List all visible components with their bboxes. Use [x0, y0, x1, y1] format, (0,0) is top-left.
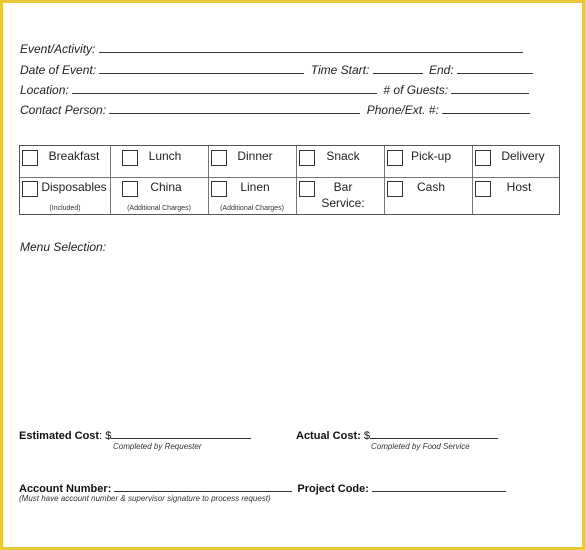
project-code-label: Project Code: — [297, 483, 369, 495]
end-label: End: — [429, 63, 454, 77]
end-field[interactable] — [457, 62, 533, 74]
contact-person-field[interactable] — [109, 102, 360, 114]
lunch-label: Lunch — [148, 149, 182, 163]
disposables-label: Disposables — [41, 180, 107, 194]
actual-cost-dollar: $ — [363, 430, 370, 442]
snack-label: Snack — [326, 149, 360, 163]
breakfast-label: Breakfast — [48, 149, 100, 163]
grid-col-divider — [472, 146, 473, 214]
location-field[interactable] — [72, 82, 377, 94]
location-row — [20, 82, 529, 97]
estimated-cost-field[interactable] — [111, 428, 251, 439]
china-note: (Additional Charges) — [127, 205, 191, 212]
dinner-checkbox[interactable] — [211, 150, 227, 166]
num-guests-label: # of Guests: — [383, 83, 449, 97]
bar-label: Bar — [333, 180, 353, 194]
delivery-label: Delivery — [501, 149, 545, 163]
account-number-label: Account Number: — [19, 483, 112, 495]
event-activity-field[interactable] — [99, 41, 523, 53]
china-label: China — [150, 180, 182, 194]
location-label: Location: — [20, 83, 69, 97]
host-checkbox[interactable] — [475, 181, 491, 197]
grid-col-divider — [110, 146, 111, 214]
lunch-checkbox[interactable] — [122, 150, 138, 166]
pick-up-label: Pick-up — [410, 149, 451, 163]
project-code-field[interactable] — [372, 481, 506, 492]
grid-col-divider — [296, 146, 297, 214]
contact-person-label: Contact Person: — [20, 103, 107, 117]
actual-cost-label: Actual Cost: — [296, 430, 361, 442]
actual-cost-row — [296, 428, 498, 442]
snack-checkbox[interactable] — [299, 150, 315, 166]
account-number-row — [19, 481, 506, 495]
date-of-event-field[interactable] — [99, 62, 304, 74]
date-time-row — [20, 62, 533, 77]
menu-selection-area[interactable] — [20, 258, 560, 408]
phone-ext-field[interactable] — [442, 102, 530, 114]
menu-selection-label: Menu Selection: — [20, 240, 107, 254]
estimated-cost-note: Completed by Requester — [113, 442, 202, 451]
actual-cost-field[interactable] — [370, 428, 498, 439]
estimated-cost-label: Estimated Cost — [19, 430, 100, 442]
account-number-note: (Must have account number & supervisor signature to process request) — [19, 494, 271, 503]
phone-ext-label: Phone/Ext. #: — [366, 103, 439, 117]
event-activity-row — [20, 41, 523, 56]
breakfast-checkbox[interactable] — [22, 150, 38, 166]
bar-service-checkbox[interactable] — [299, 181, 315, 197]
linen-label: Linen — [240, 180, 270, 194]
account-number-field[interactable] — [114, 481, 292, 492]
cash-checkbox[interactable] — [387, 181, 403, 197]
estimated-cost-row — [19, 428, 251, 442]
china-checkbox[interactable] — [122, 181, 138, 197]
dinner-label: Dinner — [237, 149, 273, 163]
grid-col-divider — [384, 146, 385, 214]
disposables-note: (Included) — [49, 205, 81, 212]
host-label: Host — [506, 180, 532, 194]
date-of-event-label: Date of Event: — [20, 63, 97, 77]
contact-row — [20, 102, 530, 117]
event-activity-label: Event/Activity: — [20, 42, 96, 56]
cash-label: Cash — [416, 180, 445, 194]
time-start-field[interactable] — [373, 62, 423, 74]
bar-service-label: Service: — [321, 196, 365, 210]
pick-up-checkbox[interactable] — [387, 150, 403, 166]
grid-col-divider — [208, 146, 209, 214]
grid-row-divider — [20, 177, 559, 178]
disposables-checkbox[interactable] — [22, 181, 38, 197]
delivery-checkbox[interactable] — [475, 150, 491, 166]
num-guests-field[interactable] — [451, 82, 529, 94]
estimated-cost-dollar: : $ — [99, 430, 112, 442]
time-start-label: Time Start: — [310, 63, 370, 77]
linen-checkbox[interactable] — [211, 181, 227, 197]
actual-cost-note: Completed by Food Service — [371, 442, 470, 451]
linen-note: (Additional Charges) — [220, 205, 284, 212]
options-grid — [19, 145, 560, 215]
